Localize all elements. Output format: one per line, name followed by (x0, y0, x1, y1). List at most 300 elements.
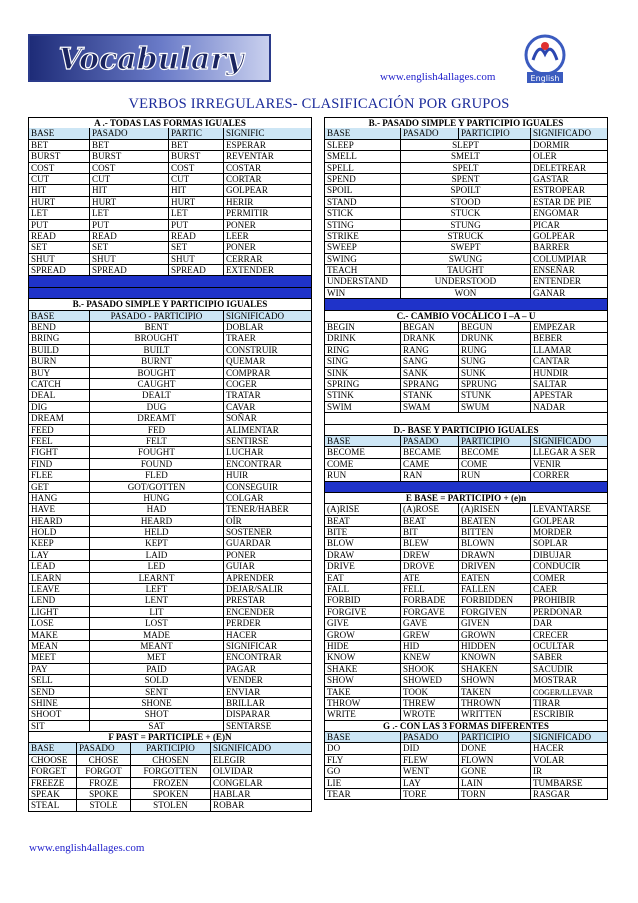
table-cell: FIND (28, 459, 89, 470)
logo-text: Vocabulary (58, 42, 244, 77)
table-cell: HUIR (223, 470, 312, 481)
table-row (28, 641, 312, 652)
table-cell: FORGAVE (400, 607, 458, 618)
table-row (28, 721, 312, 732)
table-cell: SPREAD (89, 265, 168, 276)
table-cell: SHOWN (458, 675, 530, 686)
table-cell: HEARD (89, 516, 223, 527)
table-cell: GASTAR (530, 174, 608, 185)
table-row (324, 231, 608, 242)
table-cell: GO (324, 766, 400, 777)
table-cell: BET (28, 140, 89, 151)
table-cell: CHOSEN (130, 755, 210, 766)
table-cell: SALTAR (530, 379, 608, 390)
table-row (324, 379, 608, 390)
table-cell: DORMIR (530, 140, 608, 151)
table-cell: FROZE (76, 778, 130, 789)
table-cell: CONSTRUIR (223, 345, 312, 356)
table-row (324, 664, 608, 675)
table-cell: KNEW (400, 652, 458, 663)
table-cell: CUT (28, 174, 89, 185)
table-row (28, 140, 312, 151)
table-cell: BROUGHT (89, 333, 223, 344)
table-cell: FALLEN (458, 584, 530, 595)
table-cell: SHUT (89, 254, 168, 265)
table-cell: HURT (89, 197, 168, 208)
section-divider (324, 482, 608, 493)
table-cell: DOBLAR (223, 322, 312, 333)
table-cell: BUILT (89, 345, 223, 356)
table-cell: ENSEÑAR (530, 265, 608, 276)
table-row (28, 493, 312, 504)
english-badge-icon (519, 32, 571, 86)
table-cell: ESPERAR (223, 140, 312, 151)
table-row (28, 276, 312, 287)
table-cell: TEACH (324, 265, 400, 276)
table-row (28, 322, 312, 333)
table-row (28, 254, 312, 265)
table-row (28, 561, 312, 572)
table-cell: CUT (168, 174, 223, 185)
table-cell: WON (400, 288, 530, 299)
table-row (324, 743, 608, 754)
table-cell: TAKE (324, 687, 400, 698)
table-row (28, 197, 312, 208)
table-row (28, 538, 312, 549)
table-cell: STAND (324, 197, 400, 208)
table-cell: LED (89, 561, 223, 572)
table-row (28, 595, 312, 606)
table-cell: PRESTAR (223, 595, 312, 606)
table-row (28, 607, 312, 618)
table-cell: SHAKEN (458, 664, 530, 675)
table-row (324, 778, 608, 789)
table-row (28, 470, 312, 481)
table-cell: PONER (223, 550, 312, 561)
table-row (28, 732, 312, 743)
table-cell: SWING (324, 254, 400, 265)
table-row (324, 618, 608, 629)
table-cell: CANTAR (530, 356, 608, 367)
blank-row (324, 413, 608, 424)
table-row (28, 231, 312, 242)
table-cell: READ (89, 231, 168, 242)
table-cell: SOLD (89, 675, 223, 686)
table-row (324, 789, 608, 800)
table-cell: REVENTAR (223, 151, 312, 162)
table-cell: PAGAR (223, 664, 312, 675)
table-cell: SWIM (324, 402, 400, 413)
table-cell: PICAR (530, 220, 608, 231)
table-row (28, 573, 312, 584)
table-row (324, 470, 608, 481)
table-cell: SPREAD (168, 265, 223, 276)
table-row (324, 573, 608, 584)
table-cell: DO (324, 743, 400, 754)
column-header: BASE (28, 128, 89, 139)
table-cell: LEARNT (89, 573, 223, 584)
table-cell: SUNG (458, 356, 530, 367)
table-cell: SUNK (458, 368, 530, 379)
table-cell: HELD (89, 527, 223, 538)
table-cell: BITE (324, 527, 400, 538)
table-cell: SPEAK (28, 789, 76, 800)
table-cell: (A)ROSE (400, 504, 458, 515)
table-row (28, 504, 312, 515)
section-title: C.- CAMBIO VOCÁLICO I –A – U (324, 311, 608, 322)
table-cell: BEAT (400, 516, 458, 527)
table-cell: SOPLAR (530, 538, 608, 549)
table-cell: ENVIAR (223, 687, 312, 698)
right-table (324, 117, 608, 800)
table-cell: COGER/LLEVAR (530, 687, 608, 698)
table-cell: SANK (400, 368, 458, 379)
table-cell: COST (89, 163, 168, 174)
table-cell: DONE (458, 743, 530, 754)
table-cell: SLEEP (324, 140, 400, 151)
table-cell: STUCK (400, 208, 530, 219)
table-row (28, 151, 312, 162)
table-cell: BURST (168, 151, 223, 162)
table-row (324, 413, 608, 424)
table-cell: LIE (324, 778, 400, 789)
table-row (28, 447, 312, 458)
table-cell: DREW (400, 550, 458, 561)
table-cell: GREW (400, 630, 458, 641)
table-cell: COME (458, 459, 530, 470)
table-row (324, 117, 608, 128)
table-cell: CUT (89, 174, 168, 185)
table-row (28, 675, 312, 686)
table-cell: SABER (530, 652, 608, 663)
table-row (28, 482, 312, 493)
table-cell: DRIVEN (458, 561, 530, 572)
table-cell: PERDER (223, 618, 312, 629)
table-row (28, 698, 312, 709)
table-cell: FREEZE (28, 778, 76, 789)
table-cell: TORE (400, 789, 458, 800)
table-cell: STRUCK (400, 231, 530, 242)
table-cell: STINK (324, 390, 400, 401)
page-title: VERBOS IRREGULARES- CLASIFICACIÓN POR GRUPOS (128, 96, 510, 112)
table-cell: SHINE (28, 698, 89, 709)
table-cell: FALL (324, 584, 400, 595)
table-cell: HUNDIR (530, 368, 608, 379)
table-cell: SELL (28, 675, 89, 686)
table-cell: PUT (28, 220, 89, 231)
table-cell: FORBIDDEN (458, 595, 530, 606)
table-cell: ENCENDER (223, 607, 312, 618)
table-cell: ATE (400, 573, 458, 584)
table-cell: CERRAR (223, 254, 312, 265)
logo-artwork (30, 36, 271, 82)
table-cell: GOLPEAR (223, 185, 312, 196)
table-row (324, 174, 608, 185)
table-cell: MEET (28, 652, 89, 663)
table-cell: BURNT (89, 356, 223, 367)
table-cell: BLEW (400, 538, 458, 549)
table-row (28, 709, 312, 720)
table-cell: KEPT (89, 538, 223, 549)
table-cell: DIBUJAR (530, 550, 608, 561)
table-cell: SPOIL (324, 185, 400, 196)
table-cell: SPOKE (76, 789, 130, 800)
table-row (324, 345, 608, 356)
table-cell: LOST (89, 618, 223, 629)
table-cell: COLUMPIAR (530, 254, 608, 265)
table-cell: RUN (324, 470, 400, 481)
table-cell: RUN (458, 470, 530, 481)
column-header: SIGNIFICADO (530, 128, 608, 139)
table-cell: VOLAR (530, 755, 608, 766)
table-cell: SET (28, 242, 89, 253)
table-cell: EXTENDER (223, 265, 312, 276)
table-cell: ESTAR DE PIE (530, 197, 608, 208)
table-cell: FROZEN (130, 778, 210, 789)
column-header: SIGNIFICADO (530, 732, 608, 743)
website-link-bottom[interactable]: www.english4allages.com (29, 842, 145, 854)
table-row (28, 664, 312, 675)
table-cell: DRINK (324, 333, 400, 344)
table-cell: QUEMAR (223, 356, 312, 367)
table-row (324, 527, 608, 538)
table-cell: STING (324, 220, 400, 231)
table-cell: LLEGAR A SER (530, 447, 608, 458)
table-cell: LIT (89, 607, 223, 618)
table-cell: CAME (400, 459, 458, 470)
table-cell: CONDUCIR (530, 561, 608, 572)
table-cell: CAVAR (223, 402, 312, 413)
table-cell: WRITE (324, 709, 400, 720)
table-cell: FORGOTTEN (130, 766, 210, 777)
table-cell: HABLAR (210, 789, 312, 800)
table-cell: TENER/HABER (223, 504, 312, 515)
table-cell: READ (168, 231, 223, 242)
table-cell: FLEE (28, 470, 89, 481)
table-cell: HIDE (324, 641, 400, 652)
column-header: PARTICIPIO (458, 732, 530, 743)
table-row (28, 356, 312, 367)
table-cell: FORGIVEN (458, 607, 530, 618)
table-cell: LLAMAR (530, 345, 608, 356)
table-row (28, 584, 312, 595)
badge-label: English (530, 74, 560, 83)
table-cell: PERDONAR (530, 607, 608, 618)
table-cell: BECAME (400, 447, 458, 458)
table-cell: COGER (223, 379, 312, 390)
section-divider (324, 299, 608, 310)
table-cell: SEND (28, 687, 89, 698)
table-row (28, 800, 312, 811)
table-cell: BEAT (324, 516, 400, 527)
column-header: BASE (28, 311, 89, 322)
table-cell: BENT (89, 322, 223, 333)
table-cell: CRECER (530, 630, 608, 641)
table-cell: GET (28, 482, 89, 493)
table-cell: FLOWN (458, 755, 530, 766)
table-cell: DROVE (400, 561, 458, 572)
table-row (324, 402, 608, 413)
column-header: SIGNIFIC (223, 128, 312, 139)
column-header: BASE (324, 732, 400, 743)
table-cell: DRAWN (458, 550, 530, 561)
table-cell: LEER (223, 231, 312, 242)
table-row (28, 630, 312, 641)
table-cell: GIVE (324, 618, 400, 629)
table-cell: SHOT (89, 709, 223, 720)
table-row (324, 128, 608, 139)
section-title: F PAST = PARTICIPLE + (E)N (28, 732, 312, 743)
table-cell: BET (89, 140, 168, 151)
table-cell: KNOWN (458, 652, 530, 663)
table-cell: LEARN (28, 573, 89, 584)
table-row (28, 778, 312, 789)
table-row (324, 356, 608, 367)
table-cell: SACUDIR (530, 664, 608, 675)
table-cell: HAD (89, 504, 223, 515)
table-cell: GUARDAR (223, 538, 312, 549)
table-row (324, 163, 608, 174)
table-row (28, 618, 312, 629)
table-cell: SLEPT (400, 140, 530, 151)
table-row (324, 254, 608, 265)
left-table (28, 117, 312, 812)
table-cell: STANK (400, 390, 458, 401)
table-cell: SINK (324, 368, 400, 379)
table-row (28, 743, 312, 754)
table-row (324, 185, 608, 196)
table-row (28, 265, 312, 276)
table-cell: FLED (89, 470, 223, 481)
table-cell: SPELT (400, 163, 530, 174)
table-cell: SPOKEN (130, 789, 210, 800)
table-row (324, 698, 608, 709)
table-cell: LEAD (28, 561, 89, 572)
section-title: G .- CON LAS 3 FORMAS DIFERENTES (324, 721, 608, 732)
table-row (28, 459, 312, 470)
table-cell: STOOD (400, 197, 530, 208)
table-row (324, 368, 608, 379)
table-cell: LET (89, 208, 168, 219)
table-row (324, 482, 608, 493)
table-cell: FLEW (400, 755, 458, 766)
table-cell: GROW (324, 630, 400, 641)
table-cell: LET (28, 208, 89, 219)
table-cell: DREAM (28, 413, 89, 424)
table-row (28, 345, 312, 356)
table-cell: UNDERSTOOD (400, 276, 530, 287)
table-cell: SENTARSE (223, 721, 312, 732)
table-cell: SENTIRSE (223, 436, 312, 447)
table-cell: LIGHT (28, 607, 89, 618)
table-cell: STICK (324, 208, 400, 219)
table-row (324, 550, 608, 561)
table-row (28, 379, 312, 390)
table-row (324, 607, 608, 618)
column-header: PASADO - PARTICIPIO (89, 311, 223, 322)
table-cell: FOUND (89, 459, 223, 470)
table-cell: CORRER (530, 470, 608, 481)
table-cell: SPRANG (400, 379, 458, 390)
table-cell: SPRUNG (458, 379, 530, 390)
table-cell: SMELL (324, 151, 400, 162)
table-cell: FORBADE (400, 595, 458, 606)
table-row (28, 242, 312, 253)
table-cell: HIT (89, 185, 168, 196)
table-cell: SIGNIFICAR (223, 641, 312, 652)
table-cell: DIG (28, 402, 89, 413)
table-cell: ENGOMAR (530, 208, 608, 219)
table-cell: TRATAR (223, 390, 312, 401)
table-cell: CONSEGUIR (223, 482, 312, 493)
table-cell: STUNG (400, 220, 530, 231)
table-cell: LENT (89, 595, 223, 606)
table-row (324, 299, 608, 310)
table-cell: ENCONTRAR (223, 459, 312, 470)
table-cell: SHAKE (324, 664, 400, 675)
table-row (324, 140, 608, 151)
table-cell: DAR (530, 618, 608, 629)
table-cell: HACER (223, 630, 312, 641)
table-row (324, 516, 608, 527)
table-cell: OÍR (223, 516, 312, 527)
table-cell: APRENDER (223, 573, 312, 584)
table-cell: TAKEN (458, 687, 530, 698)
table-row (28, 208, 312, 219)
table-cell: OLVIDAR (210, 766, 312, 777)
table-cell: MAKE (28, 630, 89, 641)
column-header: BASE (28, 743, 76, 754)
table-cell: DISPARAR (223, 709, 312, 720)
table-row (324, 538, 608, 549)
table-cell: COMPRAR (223, 368, 312, 379)
table-cell: BUILD (28, 345, 89, 356)
table-cell: SWAM (400, 402, 458, 413)
table-cell: SPEND (324, 174, 400, 185)
column-header: PASADO (76, 743, 130, 754)
website-link-top[interactable]: www.english4allages.com (380, 71, 496, 83)
table-cell: RAN (400, 470, 458, 481)
table-cell: BRING (28, 333, 89, 344)
table-row (324, 265, 608, 276)
table-cell: TRAER (223, 333, 312, 344)
table-row (28, 789, 312, 800)
table-row (324, 447, 608, 458)
table-cell: ELEGIR (210, 755, 312, 766)
table-cell: BUY (28, 368, 89, 379)
table-cell: ALIMENTAR (223, 425, 312, 436)
table-cell: SAT (89, 721, 223, 732)
table-cell: LEFT (89, 584, 223, 595)
table-cell: SMELT (400, 151, 530, 162)
table-cell: LUCHAR (223, 447, 312, 458)
table-cell: ENCONTRAR (223, 652, 312, 663)
table-cell: CAER (530, 584, 608, 595)
table-cell: THROWN (458, 698, 530, 709)
column-header: PASADO (89, 128, 168, 139)
table-cell: TEAR (324, 789, 400, 800)
table-row (28, 755, 312, 766)
table-row (28, 128, 312, 139)
table-cell: (A)RISE (324, 504, 400, 515)
table-cell: VENDER (223, 675, 312, 686)
table-cell: SPELL (324, 163, 400, 174)
table-cell: GROWN (458, 630, 530, 641)
column-header: PARTICIPIO (130, 743, 210, 754)
table-cell: WENT (400, 766, 458, 777)
section-title: E BASE = PARTICIPIO + (e)n (324, 493, 608, 504)
table-cell: FLY (324, 755, 400, 766)
